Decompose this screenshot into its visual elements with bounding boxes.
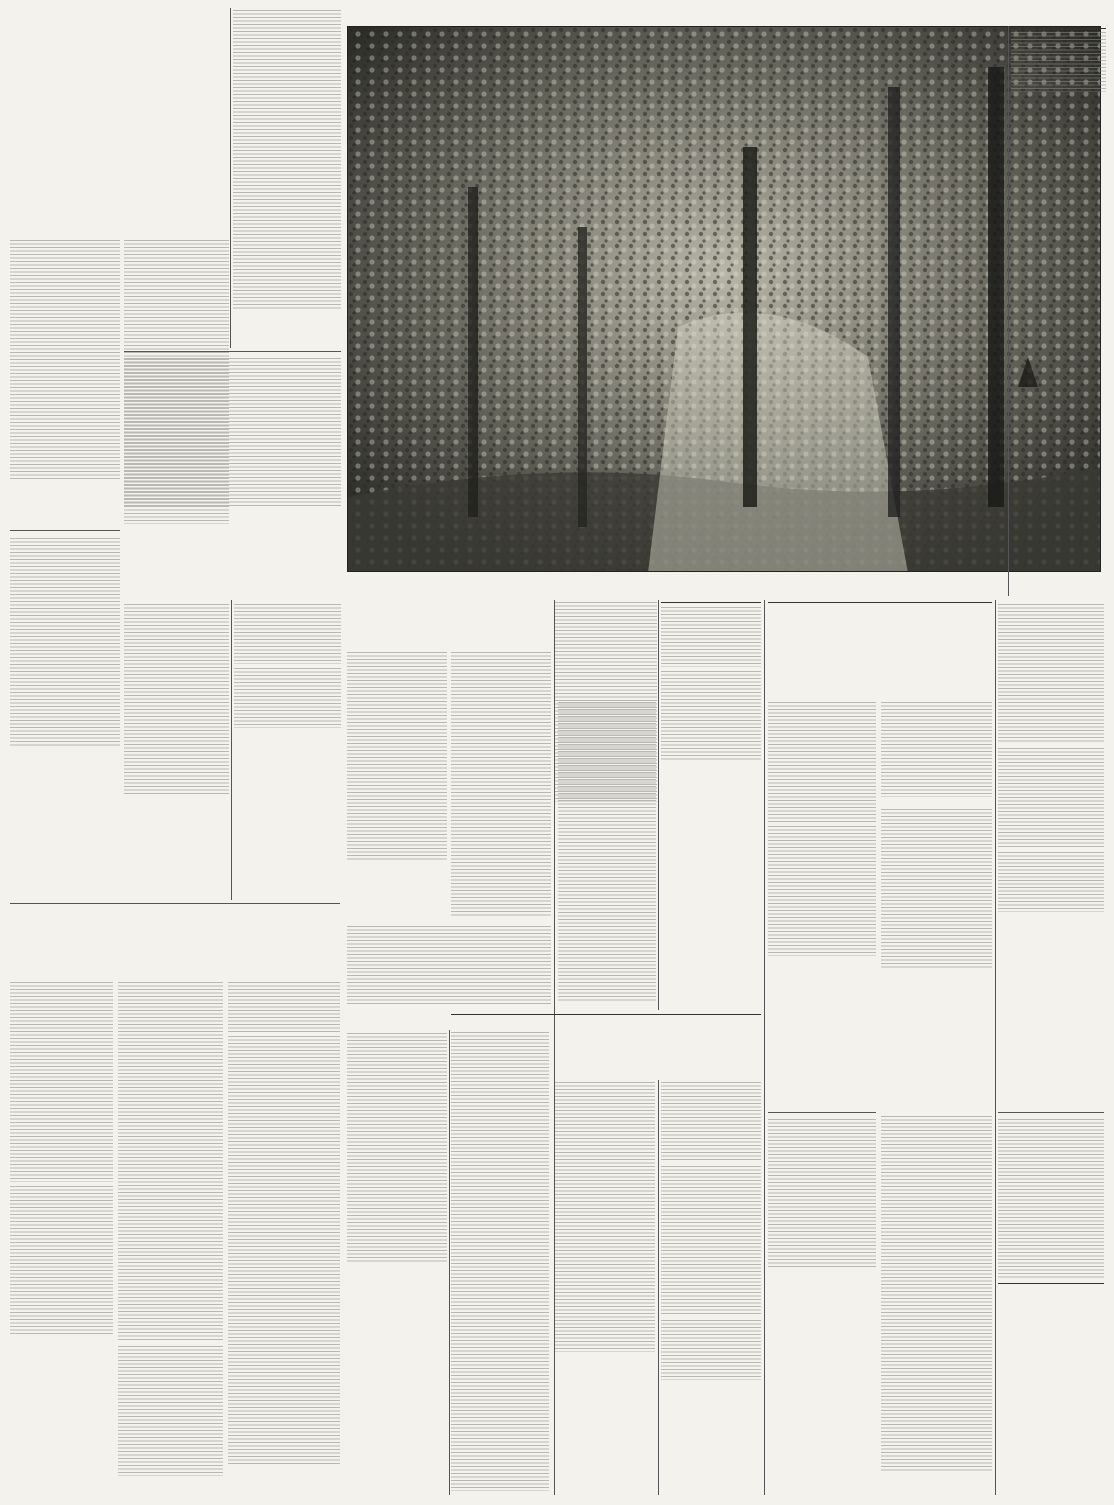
text-filler bbox=[558, 702, 656, 1002]
text-filler bbox=[661, 607, 761, 667]
boxing-article bbox=[661, 600, 761, 1010]
hockey-column-1 bbox=[768, 700, 876, 1105]
text-filler bbox=[881, 809, 992, 969]
hockey-article bbox=[768, 600, 992, 700]
text-filler bbox=[347, 1033, 447, 1263]
text-filler bbox=[124, 358, 341, 508]
text-filler bbox=[451, 652, 551, 916]
tabletennis-column-2 bbox=[661, 1080, 761, 1495]
masthead bbox=[1092, 6, 1104, 18]
column-rule bbox=[768, 1112, 876, 1113]
schools-article bbox=[234, 600, 341, 900]
immigration-column-3 bbox=[228, 980, 340, 1495]
text-filler bbox=[661, 1082, 761, 1162]
text-filler bbox=[998, 748, 1104, 848]
column-rule bbox=[449, 1030, 450, 1495]
rubble-article bbox=[998, 600, 1104, 1110]
text-filler bbox=[234, 668, 341, 728]
text-filler bbox=[347, 926, 551, 1006]
immigration-column-2 bbox=[118, 980, 223, 1495]
text-filler bbox=[10, 538, 120, 748]
column-rule bbox=[995, 600, 996, 1495]
text-filler bbox=[661, 1320, 761, 1380]
text-filler bbox=[347, 652, 447, 862]
text-filler bbox=[661, 671, 761, 761]
photo-oxleas-wood bbox=[347, 26, 1101, 572]
animal-article bbox=[124, 600, 229, 900]
text-filler bbox=[768, 1119, 876, 1269]
blackball-column-1 bbox=[10, 238, 120, 528]
text-filler bbox=[10, 1186, 113, 1336]
text-filler bbox=[118, 1346, 223, 1476]
column-rule bbox=[998, 1112, 1104, 1113]
column-rule bbox=[658, 1080, 659, 1495]
advert-husbands-wives bbox=[998, 1283, 1104, 1287]
column-rule bbox=[1008, 26, 1009, 596]
officers-article bbox=[768, 1115, 876, 1495]
column-rule bbox=[230, 8, 231, 348]
hockey-column-2 bbox=[881, 700, 992, 800]
trade-article bbox=[124, 354, 341, 594]
indian-article bbox=[881, 805, 992, 1110]
column-rule bbox=[10, 530, 120, 531]
column-rule bbox=[10, 903, 340, 904]
boxing-kicker bbox=[661, 600, 761, 603]
text-filler bbox=[10, 982, 113, 1182]
text-filler bbox=[881, 1116, 992, 1471]
text-filler bbox=[998, 852, 1104, 912]
boxing-column-2 bbox=[558, 700, 656, 1005]
education-article bbox=[10, 534, 120, 899]
text-filler bbox=[998, 1119, 1104, 1279]
column-rule bbox=[124, 351, 341, 352]
text-filler bbox=[881, 702, 992, 797]
abrams-article bbox=[998, 1115, 1104, 1495]
county-kicker bbox=[1011, 26, 1106, 29]
text-filler bbox=[661, 1166, 761, 1316]
tabletennis-article bbox=[451, 1012, 761, 1072]
text-filler bbox=[118, 982, 223, 1342]
column-rule bbox=[658, 600, 659, 1010]
text-filler bbox=[451, 1032, 549, 1491]
tabletennis-column-1 bbox=[555, 1080, 655, 1495]
dormitory-article bbox=[347, 1030, 447, 1495]
text-filler bbox=[10, 240, 120, 480]
text-filler bbox=[234, 604, 341, 664]
text-filler bbox=[233, 10, 341, 310]
column-rule bbox=[231, 600, 232, 900]
text-filler bbox=[768, 826, 876, 956]
mckellar-column-1 bbox=[347, 650, 447, 920]
immigration-column-1 bbox=[10, 980, 113, 1495]
photo-image bbox=[348, 27, 1101, 572]
hockey-kicker bbox=[768, 600, 992, 603]
text-filler bbox=[228, 982, 340, 1032]
blackball-column-3 bbox=[233, 8, 341, 348]
text-filler bbox=[998, 604, 1104, 744]
hockey-column-3 bbox=[881, 1112, 992, 1495]
text-filler bbox=[555, 1082, 655, 1352]
tabletennis-kicker bbox=[451, 1012, 761, 1015]
mckellar-column-2 bbox=[451, 650, 551, 920]
column-rule bbox=[764, 600, 765, 1495]
text-filler bbox=[124, 604, 229, 794]
text-filler bbox=[1011, 32, 1106, 92]
text-filler bbox=[228, 1036, 340, 1466]
immigration-column-4 bbox=[451, 1030, 549, 1495]
text-filler bbox=[768, 702, 876, 822]
county-article bbox=[1011, 26, 1106, 296]
